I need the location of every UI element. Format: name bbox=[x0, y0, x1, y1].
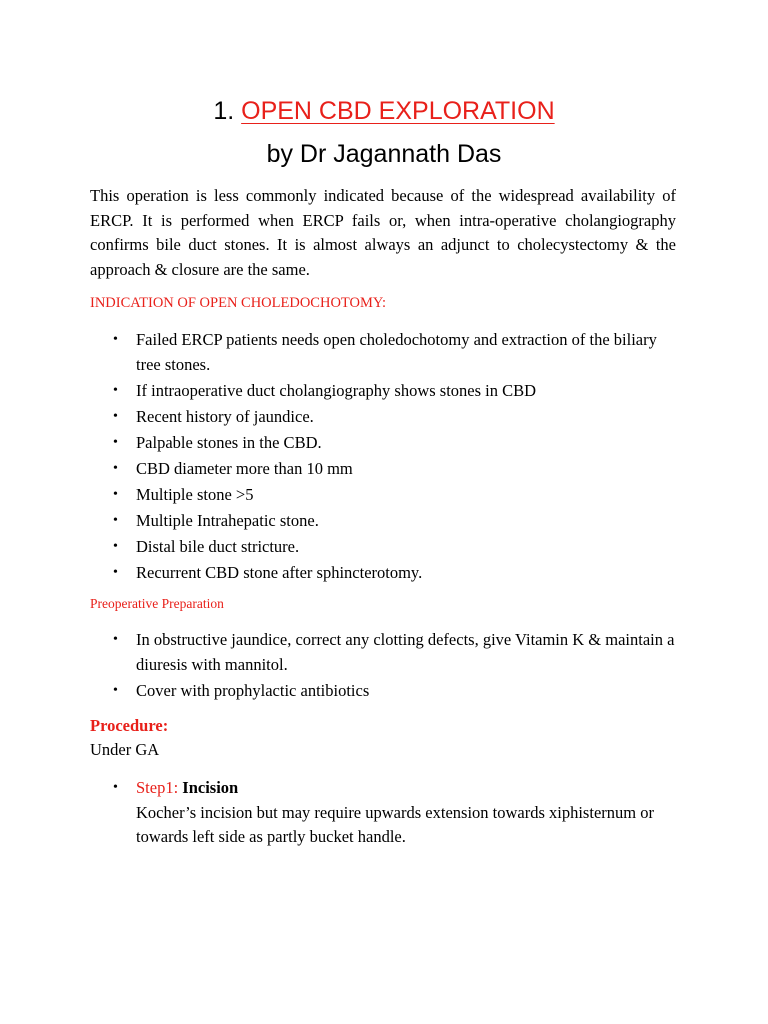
bullet-icon: • bbox=[113, 434, 118, 450]
list-item-text: Palpable stones in the CBD. bbox=[136, 432, 322, 452]
list-item-text: CBD diameter more than 10 mm bbox=[136, 458, 353, 478]
list-item bbox=[90, 509, 680, 534]
list-item bbox=[90, 379, 680, 404]
bullet-icon: • bbox=[113, 486, 118, 502]
list-item bbox=[90, 405, 680, 430]
list-item bbox=[90, 628, 680, 677]
document-subtitle: by Dr Jagannath Das bbox=[266, 140, 502, 168]
intro-paragraph: This operation is less commonly indicated because of the widespread availability of ERCP. It is performed when ERCP fails or, when intra-operative cholangiography confirms bile duct stones. It is almost always an adjunct to cholecystectomy & the approach & closure are the same. bbox=[90, 186, 676, 279]
bullet-icon: • bbox=[113, 408, 118, 424]
bullet-icon: • bbox=[113, 564, 118, 580]
list-item-text: In obstructive jaundice, correct any clotting defects, give Vitamin K & maintain a diuresis with mannitol. bbox=[136, 630, 675, 674]
list-item-text: Multiple stone >5 bbox=[136, 484, 254, 504]
indication-heading: INDICATION OF OPEN CHOLEDOCHOTOMY: bbox=[90, 295, 387, 311]
bullet-icon: • bbox=[113, 632, 118, 647]
step-label: Step1: bbox=[136, 778, 183, 797]
preop-heading: Preoperative Preparation bbox=[90, 596, 224, 611]
list-item-text: Recent history of jaundice. bbox=[136, 406, 314, 426]
step-item bbox=[90, 776, 680, 850]
bullet-icon: • bbox=[113, 538, 118, 554]
list-item bbox=[90, 535, 680, 560]
list-item-text: Failed ERCP patients needs open choledochotomy and extraction of the biliary tree stones. bbox=[136, 330, 657, 374]
preop-list bbox=[90, 628, 680, 705]
list-item bbox=[90, 483, 680, 508]
bullet-icon: • bbox=[113, 332, 118, 347]
list-item-text: Cover with prophylactic antibiotics bbox=[136, 680, 370, 700]
bullet-icon: • bbox=[113, 512, 118, 528]
list-item bbox=[90, 679, 680, 704]
title-text: OPEN CBD EXPLORATION bbox=[241, 97, 555, 125]
list-item bbox=[90, 328, 680, 377]
list-item-text: Distal bile duct stricture. bbox=[136, 536, 300, 556]
title-number: 1. bbox=[213, 97, 242, 125]
list-item bbox=[90, 457, 680, 482]
list-item bbox=[90, 431, 680, 456]
bullet-icon: • bbox=[113, 460, 118, 476]
bullet-icon: • bbox=[113, 382, 118, 398]
anesthesia-note: Under GA bbox=[90, 740, 160, 759]
document-title bbox=[0, 93, 768, 129]
step-text: Kocher’s incision but may require upwards extension towards xiphisternum or towards left side as partly bucket handle. bbox=[136, 802, 654, 846]
step-title: Incision bbox=[182, 778, 239, 797]
bullet-icon: • bbox=[113, 780, 118, 795]
bullet-icon: • bbox=[113, 682, 118, 698]
list-item-text: Recurrent CBD stone after sphincterotomy. bbox=[136, 562, 423, 582]
list-item-text: Multiple Intrahepatic stone. bbox=[136, 510, 319, 530]
list-item-text: If intraoperative duct cholangiography shows stones in CBD bbox=[136, 380, 537, 400]
list-item bbox=[90, 561, 680, 586]
procedure-steps bbox=[90, 776, 680, 851]
procedure-heading: Procedure: bbox=[90, 716, 169, 735]
indication-list bbox=[90, 328, 680, 587]
